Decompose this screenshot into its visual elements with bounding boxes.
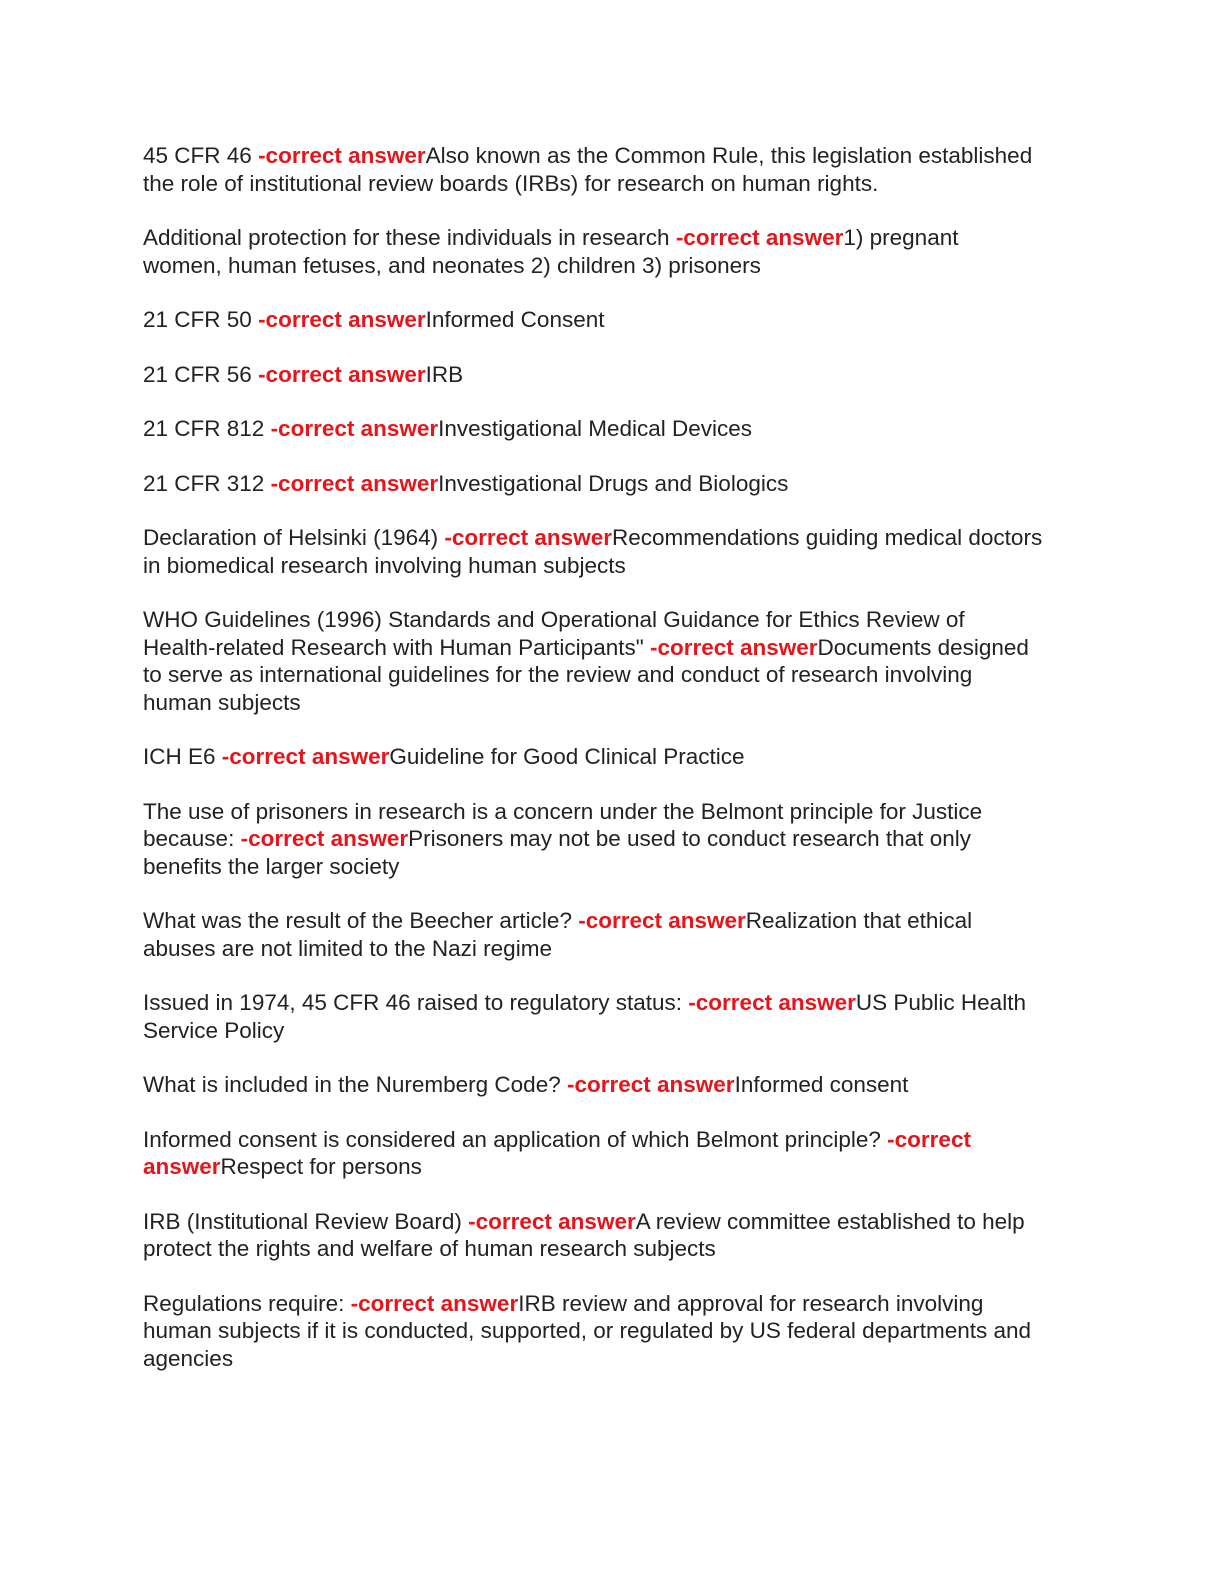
- correct-answer-marker: -correct answer: [270, 416, 439, 441]
- entry-question: 21 CFR 56: [143, 361, 259, 387]
- entry-answer: IRB review and approval for research involving human subjects if it is conducted, supported, or regulated by US federal departments and agencies: [143, 1290, 1032, 1371]
- entry-question: ICH E6: [143, 744, 222, 769]
- entry-question: 21 CFR 50: [143, 307, 259, 332]
- correct-answer-marker: -correct answer: [688, 990, 856, 1015]
- correct-answer-marker: -correct answer: [468, 1208, 636, 1234]
- entry-answer: Guideline for Good Clinical Practice: [389, 744, 745, 769]
- entry-answer: US Public Health Service Policy: [143, 990, 1026, 1043]
- entry-answer: Investigational Medical Devices: [438, 416, 753, 441]
- qa-entry: [143, 743, 1043, 771]
- correct-answer-marker: -correct answer: [143, 1126, 971, 1179]
- entry-question: Additional protection for these individuals in research: [143, 225, 676, 250]
- qa-entry: [143, 415, 1043, 443]
- qa-entry: [143, 524, 1043, 579]
- entry-question: The use of prisoners in research is a concern under the Belmont principle for Justice because:: [143, 798, 983, 851]
- entry-question: IRB (Institutional Review Board): [143, 1208, 469, 1234]
- entry-answer: Documents designed to serve as international guidelines for the review and conduct of research involving human subjects: [143, 634, 1029, 715]
- entry-answer: Informed consent: [734, 1072, 909, 1097]
- correct-answer-marker: -correct answer: [444, 525, 612, 550]
- qa-entry: [143, 989, 1043, 1044]
- qa-entry: [143, 907, 1043, 962]
- correct-answer-marker: -correct answer: [578, 908, 746, 933]
- entry-question: WHO Guidelines (1996) Standards and Operational Guidance for Ethics Review of Health-related Research with Human Participants": [143, 607, 965, 660]
- entry-question: What was the result of the Beecher article?: [143, 908, 579, 933]
- qa-entry: [143, 142, 1043, 197]
- qa-entry: [143, 1290, 1043, 1373]
- entry-answer: IRB: [425, 361, 464, 387]
- correct-answer-marker: -correct answer: [270, 470, 439, 496]
- entry-answer: A review committee established to help protect the rights and welfare of human research subjects: [143, 1208, 1025, 1261]
- entry-answer: Investigational Drugs and Biologics: [438, 470, 789, 496]
- entry-question: 21 CFR 812: [143, 416, 271, 441]
- entry-answer: 1) pregnant women, human fetuses, and neonates 2) children 3) prisoners: [143, 225, 959, 278]
- entry-answer: Also known as the Common Rule, this legislation established the role of institutional review boards (IRBs) for research on human rights.: [143, 143, 1033, 196]
- correct-answer-marker: -correct answer: [350, 1290, 519, 1316]
- qa-entry: [143, 606, 1043, 716]
- entry-question: What is included in the Nuremberg Code?: [143, 1072, 567, 1097]
- qa-entry: [143, 361, 1043, 389]
- entry-question: 45 CFR 46: [143, 143, 259, 168]
- entry-question: Declaration of Helsinki (1964): [143, 525, 445, 550]
- qa-entry: [143, 306, 1043, 334]
- entry-answer: Respect for persons: [220, 1154, 422, 1179]
- entry-answer: Prisoners may not be used to conduct research that only benefits the larger society: [143, 826, 971, 879]
- correct-answer-marker: -correct answer: [566, 1072, 735, 1097]
- correct-answer-marker: -correct answer: [258, 361, 426, 387]
- qa-entry: [143, 1208, 1043, 1263]
- correct-answer-marker: -correct answer: [258, 143, 426, 168]
- qa-entry: [143, 1126, 1043, 1181]
- correct-answer-marker: -correct answer: [649, 634, 818, 660]
- correct-answer-marker: -correct answer: [258, 307, 426, 332]
- entry-answer: Informed Consent: [425, 307, 605, 332]
- correct-answer-marker: -correct answer: [221, 744, 390, 769]
- entry-question: Issued in 1974, 45 CFR 46 raised to regulatory status:: [143, 990, 689, 1015]
- correct-answer-marker: -correct answer: [240, 826, 409, 851]
- entry-question: 21 CFR 312: [143, 470, 271, 496]
- entry-question: Informed consent is considered an application of which Belmont principle?: [143, 1126, 888, 1152]
- document-page: [143, 142, 1043, 1399]
- correct-answer-marker: -correct answer: [675, 225, 844, 250]
- qa-entry: [143, 224, 1043, 279]
- entry-answer: Recommendations guiding medical doctors in biomedical research involving human subjects: [143, 525, 1043, 578]
- entry-answer: Realization that ethical abuses are not limited to the Nazi regime: [143, 908, 973, 961]
- entry-question: Regulations require:: [143, 1290, 351, 1316]
- qa-entry: [143, 798, 1043, 881]
- qa-entry: [143, 470, 1043, 498]
- qa-entry: [143, 1071, 1043, 1099]
